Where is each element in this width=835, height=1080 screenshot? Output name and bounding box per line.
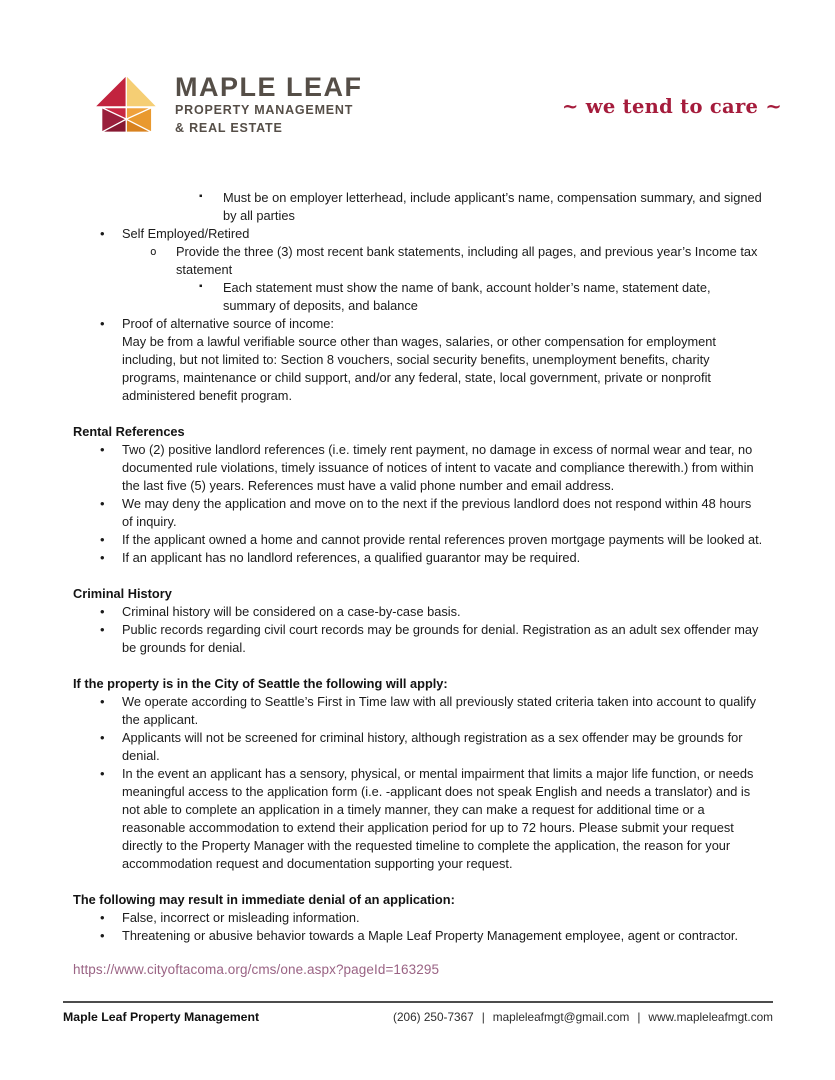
footer-separator: | xyxy=(481,1010,485,1024)
list-item-text: We operate according to Seattle’s First in Time law with all previously stated criteria taken into account to qualify the applicant. xyxy=(122,694,756,727)
brand-name: MAPLE LEAF xyxy=(175,71,363,102)
list-item xyxy=(73,621,763,657)
list-item xyxy=(73,225,763,243)
page-footer xyxy=(63,1001,773,1024)
list-item xyxy=(73,243,763,279)
list-item xyxy=(73,765,763,873)
list-item xyxy=(73,927,763,945)
section-heading-rental-references: Rental References xyxy=(73,424,185,439)
list-item xyxy=(73,189,763,225)
list-item xyxy=(73,531,763,549)
list-item xyxy=(73,693,763,729)
list-item xyxy=(73,549,763,567)
list-item-text: False, incorrect or misleading information. xyxy=(122,910,360,925)
list-item-text: We may deny the application and move on to the next if the previous landlord does not respond within 48 hours of inquiry. xyxy=(122,496,752,529)
list-item xyxy=(73,603,763,621)
list-item-text: If the applicant owned a home and cannot provide rental references proven mortgage payments will be looked at. xyxy=(122,532,763,547)
list-item-text: Threatening or abusive behavior towards a Maple Leaf Property Management employee, agent or contractor. xyxy=(122,928,739,943)
footer-separator: | xyxy=(637,1010,641,1024)
brand-subtitle-line2: & REAL ESTATE xyxy=(175,121,283,135)
list-item xyxy=(73,909,763,927)
list-item xyxy=(73,441,763,495)
income-verification-list xyxy=(73,189,763,405)
footer-company-name: Maple Leaf Property Management xyxy=(63,1010,260,1024)
list-item-text: Two (2) positive landlord references (i.e. timely rent payment, no damage in excess of normal wear and tear, no documented rule violations, timely issuance of notices of intent to vacate and compliance therewith.) from within the last five (5) years. References must have a valid phone number and email address. xyxy=(122,442,754,493)
list-item-text: Criminal history will be considered on a case-by-case basis. xyxy=(122,604,461,619)
list-item xyxy=(73,729,763,765)
list-item-text: In the event an applicant has a sensory, physical, or mental impairment that limits a major life function, or needs meaningful access to the application form (i.e. -applicant does not speak English and needs a translator) and is not able to complete an application in a timely manner, they can make a request for additional time or a reasonable accommodation to extend their application period for up to 72 hours. Please submit your request directly to the Property Manager with the requested timeline to complete the application, the reason for your accommodation request and documentation supporting your request. xyxy=(122,766,754,871)
city-of-tacoma-link[interactable]: https://www.cityoftacoma.org/cms/one.aspx?pageId=163295 xyxy=(73,962,440,977)
list-item-text: Applicants will not be screened for criminal history, although registration as a sex offender may be grounds for denial. xyxy=(122,730,743,763)
seattle-rules-list xyxy=(73,693,763,873)
list-item xyxy=(73,315,763,405)
list-item xyxy=(73,279,763,315)
footer-website: www.mapleleafmgt.com xyxy=(648,1010,773,1024)
section-heading-criminal-history: Criminal History xyxy=(73,586,172,601)
section-heading-immediate-denial: The following may result in immediate denial of an application: xyxy=(73,892,455,907)
maple-leaf-house-icon xyxy=(84,64,164,142)
footer-phone: (206) 250-7367 xyxy=(393,1010,474,1024)
list-item-text: Public records regarding civil court records may be grounds for denial. Registration as an adult sex offender may be grounds for denial. xyxy=(122,622,759,655)
company-tagline: ~ we tend to care ~ xyxy=(562,95,782,118)
list-item-detail: May be from a lawful verifiable source other than wages, salaries, or other compensation for employment including, but not limited to: Section 8 vouchers, social security benefits, unemployment benefits, charity programs, maintenance or child support, and/or any federal, state, local government, private or nonprofit administered benefit program. xyxy=(122,334,716,403)
list-item-text: Must be on employer letterhead, include applicant’s name, compensation summary, and signed by all parties xyxy=(223,190,762,223)
footer-contact-info xyxy=(393,1010,773,1024)
brand-subtitle-line1: PROPERTY MANAGEMENT xyxy=(175,102,354,117)
immediate-denial-list xyxy=(73,909,763,945)
rental-references-list xyxy=(73,441,763,567)
list-item-text: Provide the three (3) most recent bank statements, including all pages, and previous year’s Income tax statement xyxy=(176,244,758,277)
list-item-text: Each statement must show the name of bank, account holder’s name, statement date, summary of deposits, and balance xyxy=(223,280,711,313)
criminal-history-list xyxy=(73,603,763,657)
brand-text xyxy=(175,70,363,137)
document-content xyxy=(73,189,763,979)
company-logo xyxy=(84,64,363,142)
footer-email: mapleleafmgt@gmail.com xyxy=(492,1010,630,1024)
list-item-text: If an applicant has no landlord references, a qualified guarantor may be required. xyxy=(122,550,581,565)
list-item-text: Proof of alternative source of income: xyxy=(122,316,334,331)
list-item-text: Self Employed/Retired xyxy=(122,226,250,241)
section-heading-seattle: If the property is in the City of Seattle the following will apply: xyxy=(73,676,448,691)
list-item xyxy=(73,495,763,531)
